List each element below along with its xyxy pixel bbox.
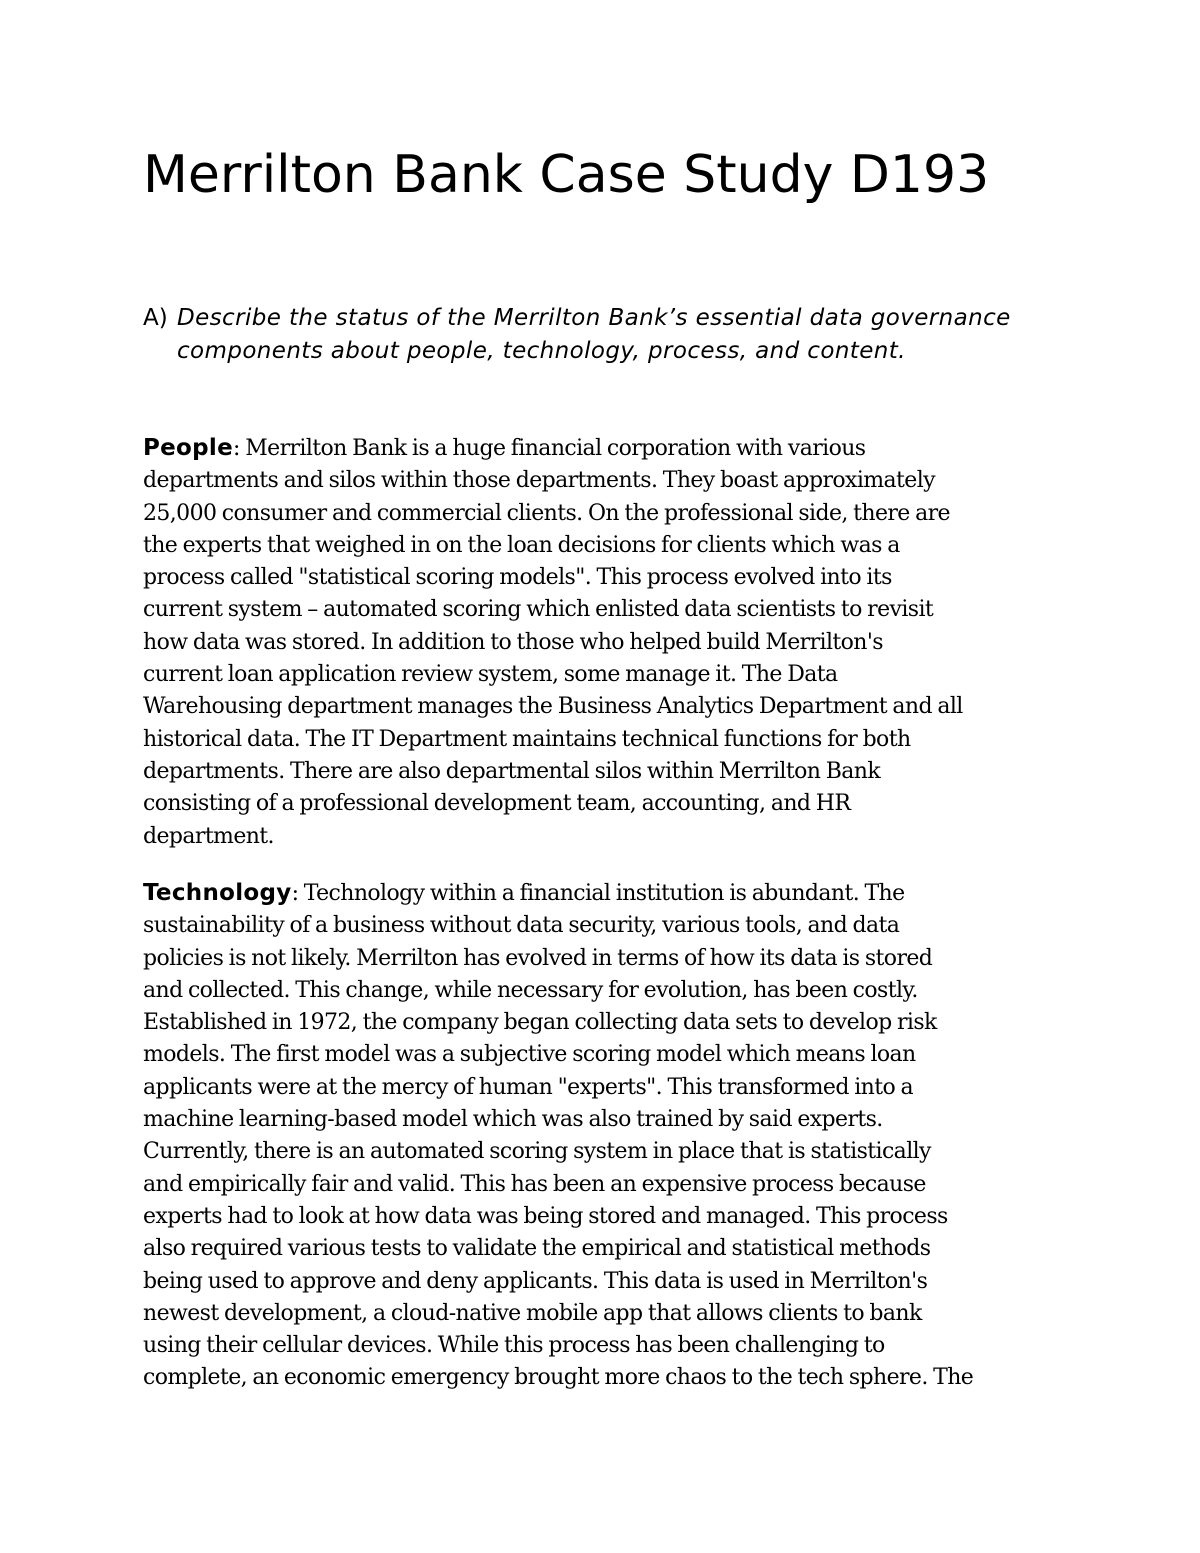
paragraph-line: and collected. This change, while necessary for evolution, has been costly. (143, 977, 918, 1003)
paragraph-line: process called "statistical scoring models". This process evolved into its (143, 565, 892, 591)
paragraph-line: 25,000 consumer and commercial clients. On the professional side, there are (143, 500, 950, 526)
people-paragraph (143, 432, 1073, 853)
paragraph-line: consisting of a professional development team, accounting, and HR (143, 791, 851, 817)
paragraph-line: Warehousing department manages the Business Analytics Department and all (143, 694, 963, 720)
paragraph-text: : Technology within a financial institution is abundant. The (291, 881, 905, 906)
question-text: Describe the status of the Merrilton Bank’s essential data governance components about people, technology, process, and content. (177, 305, 1011, 364)
paragraph-line: Currently, there is an automated scoring system in place that is statistically (143, 1139, 931, 1165)
paragraph-line: applicants were at the mercy of human "experts". This transformed into a (143, 1074, 913, 1100)
paragraph-line: using their cellular devices. While this process has been challenging to (143, 1333, 885, 1359)
paragraph-line: newest development, a cloud-native mobile app that allows clients to bank (143, 1300, 922, 1326)
technology-label: Technology (143, 880, 292, 906)
document-title: Merrilton Bank Case Study D193 (143, 145, 990, 205)
question-a (143, 302, 1023, 367)
paragraph-text: : Merrilton Bank is a huge financial corporation with various (233, 436, 866, 461)
paragraph-line: departments. There are also departmental silos within Merrilton Bank (143, 758, 881, 784)
paragraph-line: Established in 1972, the company began collecting data sets to develop risk (143, 1010, 937, 1036)
paragraph-line (143, 432, 1073, 465)
paragraph-line: also required various tests to validate the empirical and statistical methods (143, 1236, 931, 1262)
question-label: A) (143, 305, 168, 331)
paragraph-line: how data was stored. In addition to those who helped build Merrilton's (143, 629, 883, 655)
paragraph-line: department. (143, 823, 274, 849)
paragraph-line: departments and silos within those departments. They boast approximately (143, 468, 935, 494)
paragraph-line: policies is not likely. Merrilton has evolved in terms of how its data is stored (143, 945, 933, 971)
paragraph-line: being used to approve and deny applicants. This data is used in Merrilton's (143, 1268, 928, 1294)
paragraph-line: historical data. The IT Department maintains technical functions for both (143, 726, 911, 752)
paragraph-line: machine learning-based model which was also trained by said experts. (143, 1107, 883, 1133)
paragraph-line: complete, an economic emergency brought more chaos to the tech sphere. The (143, 1365, 974, 1391)
paragraph-line: current system – automated scoring which enlisted data scientists to revisit (143, 597, 934, 623)
paragraph-line: current loan application review system, some manage it. The Data (143, 662, 838, 688)
paragraph-line: the experts that weighed in on the loan decisions for clients which was a (143, 532, 900, 558)
paragraph-line (143, 877, 1073, 910)
people-label: People (143, 435, 234, 461)
technology-paragraph (143, 877, 1073, 1395)
paragraph-line: experts had to look at how data was being stored and managed. This process (143, 1203, 948, 1229)
paragraph-line: models. The first model was a subjective scoring model which means loan (143, 1042, 916, 1068)
paragraph-line: sustainability of a business without data security, various tools, and data (143, 913, 900, 939)
paragraph-line: and empirically fair and valid. This has been an expensive process because (143, 1171, 926, 1197)
